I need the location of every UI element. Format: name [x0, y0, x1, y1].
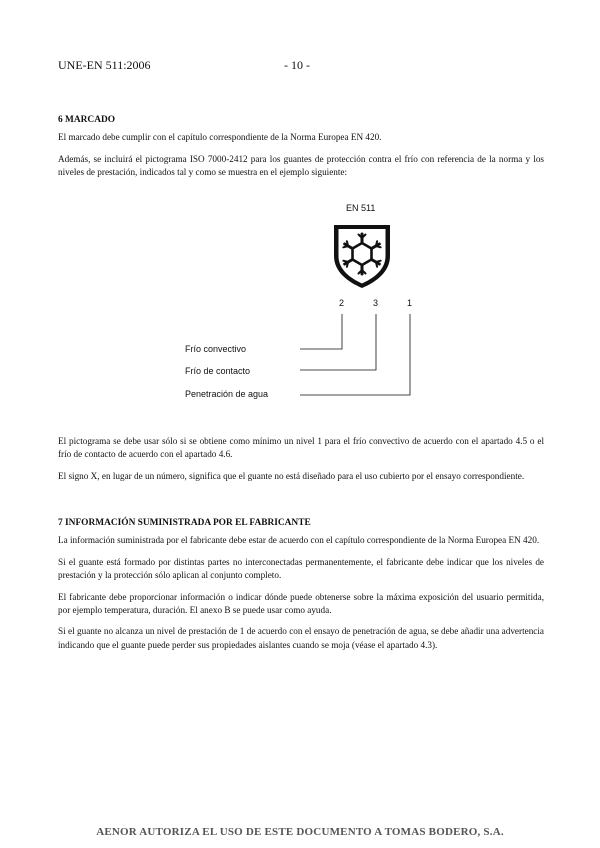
license-footer: AENOR AUTORIZA EL USO DE ESTE DOCUMENTO A TOMAS BODERO, S.A. — [96, 826, 504, 838]
level-water: 1 — [407, 298, 413, 308]
section-7-paragraph-3: El fabricante debe proporcionar información o indicar dónde puede obtenerse sobre la máxima exposición del usuario permitida, por ejemplo temperatura, duración. El anexo B se puede usar como ayuda. — [58, 591, 544, 616]
figure-standard-label: EN 511 — [346, 203, 376, 213]
section-7 — [58, 517, 544, 652]
section-6-continued — [58, 435, 544, 483]
label-water-penetration: Penetración de agua — [185, 389, 269, 399]
section-7-heading: 7 INFORMACIÓN SUMINISTRADA POR EL FABRICANTE — [58, 518, 311, 528]
section-6-paragraph-2: Además, se incluirá el pictograma ISO 7000-2412 para los guantes de protección contra el frío con referencia de la norma y los niveles de prestación, indicados tal y como se muestra en el ejemplo siguiente: — [58, 153, 544, 178]
section-6-heading: 6 MARCADO — [58, 115, 116, 125]
document-code: UNE-EN 511:2006 — [58, 58, 151, 72]
section-7-paragraph-4: Si el guante no alcanza un nivel de prestación de 1 de acuerdo con el ensayo de penetración de agua, se debe añadir una advertencia indicando que el guante puede perder sus propiedades aislantes cuando se moja (véase el apartado 4.3). — [58, 626, 544, 650]
section-6-paragraph-4: El signo X, en lugar de un número, significa que el guante no está diseñado para el uso cubierto por el ensayo correspondiente. — [58, 470, 525, 481]
section-6-paragraph-3: El pictograma se debe usar sólo si se obtiene como mínimo un nivel 1 para el frío convectivo de acuerdo con el apartado 4.5 o el frío de contacto de acuerdo con el apartado 4.6. — [58, 436, 544, 460]
page-number: - 10 - — [284, 58, 310, 72]
section-7-paragraph-1: La información suministrada por el fabricante debe estar de acuerdo con el capítulo correspondiente de la Norma Europea EN 420. — [58, 535, 540, 546]
section-7-paragraph-2: Si el guante está formado por distintas partes no interconectadas permanentemente, el fabricante debe indicar que los niveles de prestación y la protección sólo aplican al conjunto completo. — [58, 556, 544, 581]
label-contact-cold: Frío de contacto — [185, 366, 251, 376]
label-convective-cold: Frío convectivo — [185, 344, 247, 354]
section-6-paragraph-1: El marcado debe cumplir con el capítulo correspondiente de la Norma Europea EN 420. — [58, 132, 382, 143]
level-contact: 3 — [373, 298, 379, 308]
level-convective: 2 — [339, 298, 345, 308]
